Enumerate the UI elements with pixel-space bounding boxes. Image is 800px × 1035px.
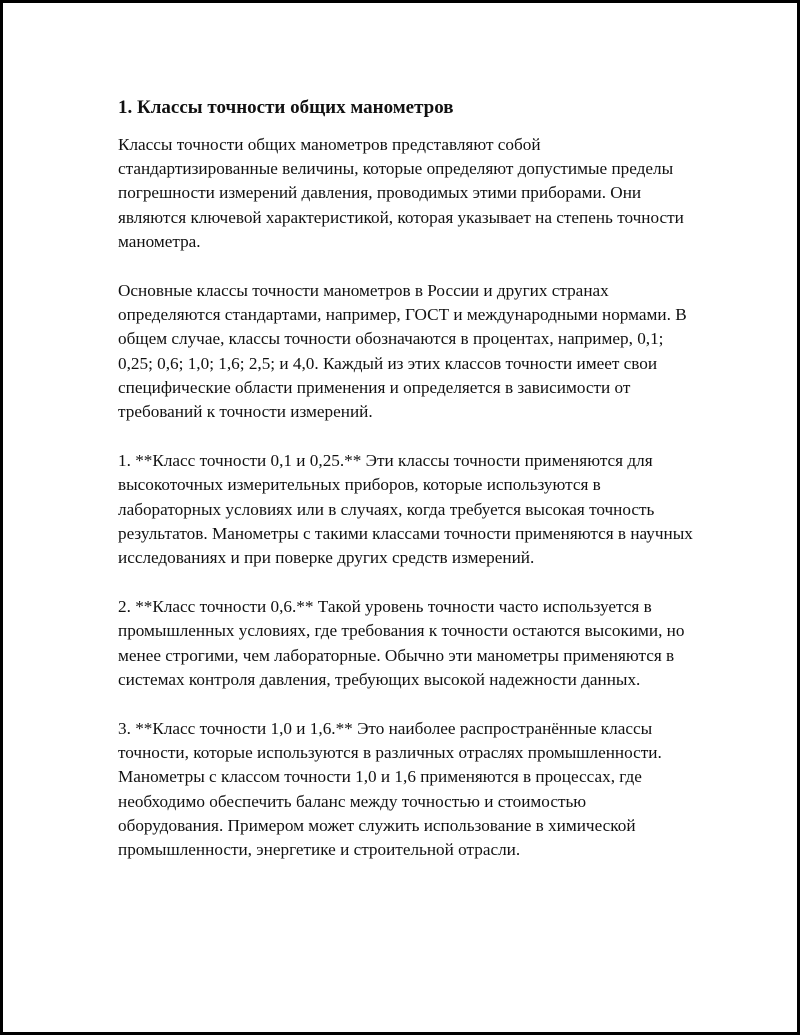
section-heading: 1. Классы точности общих манометров (118, 97, 454, 118)
document-body (118, 95, 693, 887)
paragraph-class-1-0: 3. **Класс точности 1,0 и 1,6.** Это наиболее распространённые классы точности, которые используются в различных отраслях промышленности. Манометры с классом точности 1,0 и 1,6 применяются в процессах, где необходимо обеспечить баланс между точностью и стоимостью оборудования. Примером может служить использование в химической промышленности, энергетике и строительной отрасли. (118, 719, 662, 860)
paragraph-class-0-1: 1. **Класс точности 0,1 и 0,25.** Эти классы точности применяются для высокоточных измерительных приборов, которые используются в лабораторных условиях или в случаях, когда требуется высокая точность результатов. Манометры с такими классами точности применяются в научных исследованиях и при поверке других средств измерений. (118, 451, 693, 568)
paragraph-intro: Классы точности общих манометров представляют собой стандартизированные величины, которые определяют допустимые пределы погрешности измерений давления, проводимых этими приборами. Они являются ключевой характеристикой, которая указывает на степень точности манометра. (118, 135, 684, 251)
paragraph-classes-overview: Основные классы точности манометров в России и других странах определяются стандартами, например, ГОСТ и международными нормами. В общем случае, классы точности обозначаются в процентах, например, 0,1; 0,25; 0,6; 1,0; 1,6; 2,5; и 4,0. Каждый из этих классов точности имеет свои специфические области применения и определяется в зависимости от требований к точности измерений. (118, 281, 687, 422)
paragraph-class-0-6: 2. **Класс точности 0,6.** Такой уровень точности часто используется в промышленных условиях, где требования к точности остаются высокими, но менее строгими, чем лабораторные. Обычно эти манометры применяются в системах контроля давления, требующих высокой надежности данных. (118, 597, 685, 689)
